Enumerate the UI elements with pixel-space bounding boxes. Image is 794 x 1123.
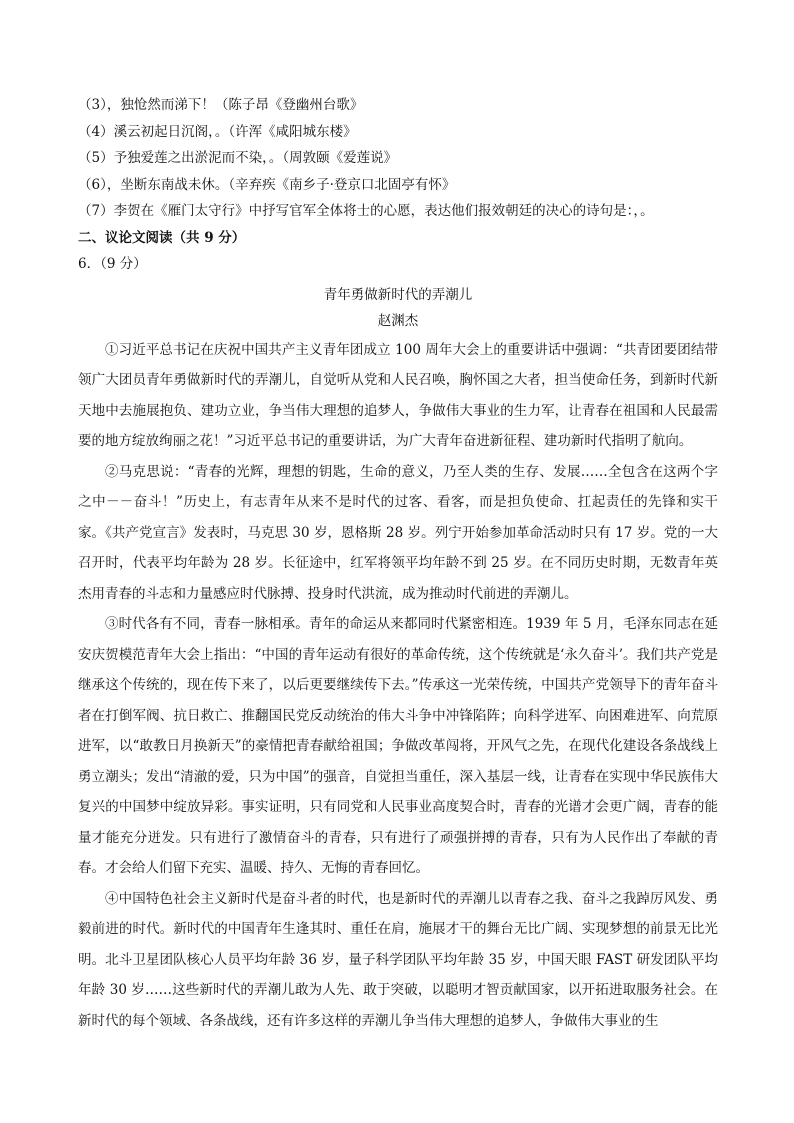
document-page <box>78 92 718 1036</box>
fill-in-item-7: （7）李贺在《雁门太守行》中抒写官军全体将士的心愿，表达他们报效朝廷的决心的诗句是：，。 <box>78 203 654 219</box>
fill-in-item-6: （6），坐断东南战未休。（辛弃疾《南乡子·登京口北固亭有怀》 <box>78 176 456 193</box>
fill-in-item-4: （4）溪云初起日沉阁，。（许浑《咸阳城东楼》 <box>78 123 357 140</box>
article-paragraph-1: ①习近平总书记在庆祝中国共产主义青年团成立 100 周年大会上的重要讲话中强调：“共青团要团结带领广大团员青年勇做新时代的弄潮儿，自觉听从党和人民召唤，胸怀国之大者，担当使命任务，到新时代新天地中去施展抱负、建功立业，争当伟大理想的追梦人，争做伟大事业的生力军，让青春在祖国和人民最需要的地方绽放绚丽之花！”习近平总书记的重要讲话，为广大青年奋进新征程、建功新时代指明了航向。 <box>78 341 718 449</box>
fill-in-item-3: （3），独怆然而涕下！（陈子昂《登幽州台歌》 <box>78 97 364 113</box>
article-paragraph-4: ④中国特色社会主义新时代是奋斗者的时代，也是新时代的弄潮儿以青春之我、奋斗之我踔厉风发、勇毅前进的时代。新时代的中国青年生逢其时、重任在肩，施展才干的舞台无比广阔、实现梦想的前景无比光明。北斗卫星团队核心人员平均年龄 36 岁，量子科学团队平均年龄 35 岁，中国天眼 FAST 研发团队平均年龄 30 岁……这些新时代的弄潮儿敢为人先、敢于突破，以聪明才智贡献国家，以开拓进取服务社会。在新时代的每个领域、各条战线，还有许多这样的弄潮儿争当伟大理想的追梦人，争做伟大事业的生 <box>78 890 718 1029</box>
question-number: 6．（9 分） <box>78 256 147 272</box>
section-heading: 二、议论文阅读（共 9 分） <box>78 229 246 246</box>
article-paragraph-3: ③时代各有不同，青春一脉相承。青年的命运从来都同时代紧密相连。1939 年 5 月，毛泽东同志在延安庆贺模范青年大会上指出：“中国的青年运动有很好的革命传统，这个传统就是‘永久奋斗’。我们共产党是继承这个传统的，现在传下来了，以后更要继续传下去。”传承这一光荣传统，中国共产党领导下的青年奋斗者在打倒军阀、抗日救亡、推翻国民党反动统治的伟大斗争中冲锋陷阵；向科学进军、向困难进军、向荒原进军，以“敢教日月换新天”的豪情把青春献给祖国；争做改革闯将，开风气之先，在现代化建设各条战线上勇立潮头；发出“清澈的爱，只为中国”的强音，自觉担当重任，深入基层一线，让青春在实现中华民族伟大复兴的中国梦中绽放异彩。事实证明，只有同党和人民事业高度契合时，青春的光谱才会更广阔，青春的能量才能充分迸发。只有进行了激情奋斗的青春，只有进行了顽强拼搏的青春，只有为人民作出了奉献的青春。才会给人们留下充实、温暖、持久、无悔的青春回忆。 <box>78 616 718 876</box>
article-title: 青年勇做新时代的弄潮儿 <box>323 286 473 303</box>
article-paragraph-2: ②马克思说：“青春的光辉，理想的钥匙，生命的意义，乃至人类的生存、发展……全包含在这两个字之中－－奋斗！”历史上，有志青年从来不是时代的过客、看客，而是担负使命、扛起责任的先锋和实干家。《共产党宣言》发表时，马克思 30 岁，恩格斯 28 岁。列宁开始参加革命活动时只有 17 岁。党的一大召开时，代表平均年龄为 28 岁。长征途中，红军将领平均年龄不到 25 岁。在不同历史时期，无数青年英杰用青春的斗志和力量感应时代脉搏、投身时代洪流，成为推动时代前进的弄潮儿。 <box>78 463 718 602</box>
article-author: 赵渊杰 <box>377 313 419 329</box>
fill-in-item-5: （5）予独爱莲之出淤泥而不染，。（周敦颐《爱莲说》 <box>78 150 398 166</box>
